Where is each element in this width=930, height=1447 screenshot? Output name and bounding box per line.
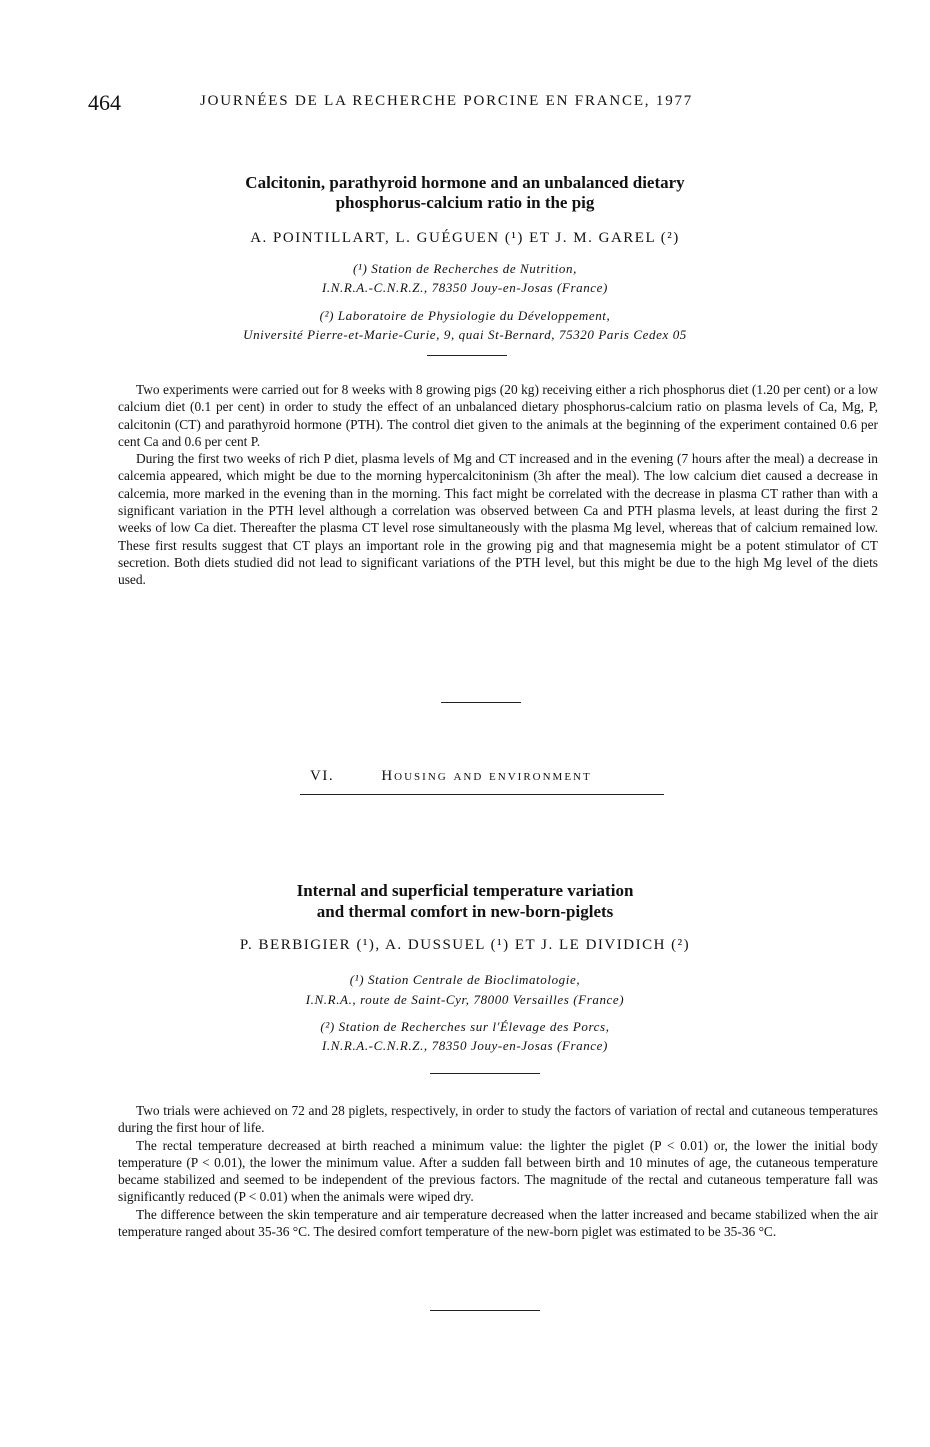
article1-affiliation2-line2: Université Pierre-et-Marie-Curie, 9, quai St-Bernard, 75320 Paris Cedex 05: [243, 327, 687, 342]
article2-paragraph-3: The difference between the skin temperature and air temperature decreased when the latter increased and became stabilized when the air temperature ranged about 35-36 °C. The desired comfort temperature of the new-born piglet was estimated to be 35-36 °C.: [118, 1206, 878, 1240]
article2-affiliation2-line2: I.N.R.A.-C.N.R.Z., 78350 Jouy-en-Josas (France): [322, 1038, 608, 1053]
article2-title-line1: Internal and superficial temperature variation: [296, 881, 634, 900]
section-title: Housing and environment: [381, 768, 592, 784]
article1-affiliation1-line1: (¹) Station de Recherches de Nutrition,: [353, 261, 577, 276]
article1-paragraph-2: During the first two weeks of rich P diet, plasma levels of Mg and CT increased and in the evening (7 hours after the meal) a decrease in calcemia appeared, which might be due to the morning hypercalcitoninism (3h after the meal). The low calcium diet caused a decrease in calcemia, more marked in the evening than in the morning. This fact might be correlated with the decrease in plasma CT rather than with a significant variation in the PTH level although a correlation was observed between Ca and PTH plasma levels, at least during the first 2 weeks of low Ca diet. Thereafter the plasma CT level rose simultaneously with the plasma Mg level, whereas that of calcium remained low. These first results suggest that CT plays an important role in the growing pig and that magnesemia might be a potent stimulator of CT secretion. Both diets studied did not lead to significant variations of the PTH level, but this might be due to the high Mg level of the diets used.: [118, 451, 878, 588]
article1-title-line1: Calcitonin, parathyroid hormone and an unbalanced dietary: [245, 173, 685, 192]
article1-title-line2: phosphorus-calcium ratio in the pig: [335, 193, 595, 212]
article1-end-rule: [441, 702, 521, 703]
article1-paragraph-1: Two experiments were carried out for 8 weeks with 8 growing pigs (20 kg) receiving either a rich phosphorus diet (1.20 per cent) or a low calcium diet (0.1 per cent) in order to study the effect of an unbalanced dietary phosphorus-calcium ratio on plasma levels of Ca, Mg, P, calcitonin (CT) and parathyroid hormone (PTH). The control diet given to the animals at the beginning of the experiment contained 0.6 per cent Ca and 0.6 per cent P.: [118, 382, 878, 449]
article1-affiliation2-line1: (²) Laboratoire de Physiologie du Développement,: [319, 308, 611, 323]
article2-paragraph-2: The rectal temperature decreased at birth reached a minimum value: the lighter the piglet (P < 0.01) or, the lower the initial body temperature (P < 0.01), the lower the minimum value. After a sudden fall between birth and 10 minutes of age, the cutaneous temperature became stabilized and seemed to be independent of the previous factors. The magnitude of the rectal and cutaneous temperature fall was significantly reduced (P < 0.01) when the animals were wiped dry.: [118, 1137, 878, 1205]
article2-end-rule: [430, 1310, 540, 1311]
article2-affiliation1-line1: (¹) Station Centrale de Bioclimatologie,: [349, 972, 581, 987]
section-rule: [300, 794, 664, 795]
article1-affiliation1-line2: I.N.R.A.-C.N.R.Z., 78350 Jouy-en-Josas (France): [322, 280, 608, 295]
article2-header-rule: [430, 1073, 540, 1074]
section-number: VI.: [310, 768, 335, 784]
article2-affiliation1-line2: I.N.R.A., route de Saint-Cyr, 78000 Versailles (France): [305, 992, 625, 1007]
article1-abstract: [118, 381, 878, 589]
article2-paragraph-1: Two trials were achieved on 72 and 28 piglets, respectively, in order to study the factors of variation of rectal and cutaneous temperatures during the first hour of life.: [118, 1103, 878, 1136]
article1-header-rule: [427, 355, 507, 356]
page-number: 464: [88, 90, 121, 115]
section-heading: [310, 768, 592, 785]
running-title: JOURNÉES DE LA RECHERCHE PORCINE EN FRANCE, 1977: [200, 93, 694, 109]
article2-title-line2: and thermal comfort in new-born-piglets: [316, 902, 614, 921]
article1-authors: A. POINTILLART, L. GUÉGUEN (¹) ET J. M. GAREL (²): [250, 230, 680, 246]
article2-authors: P. BERBIGIER (¹), A. DUSSUEL (¹) ET J. LE DIVIDICH (²): [239, 937, 691, 953]
article2-affiliation2-line1: (²) Station de Recherches sur l'Élevage des Porcs,: [320, 1019, 610, 1034]
article2-abstract: [118, 1102, 878, 1240]
